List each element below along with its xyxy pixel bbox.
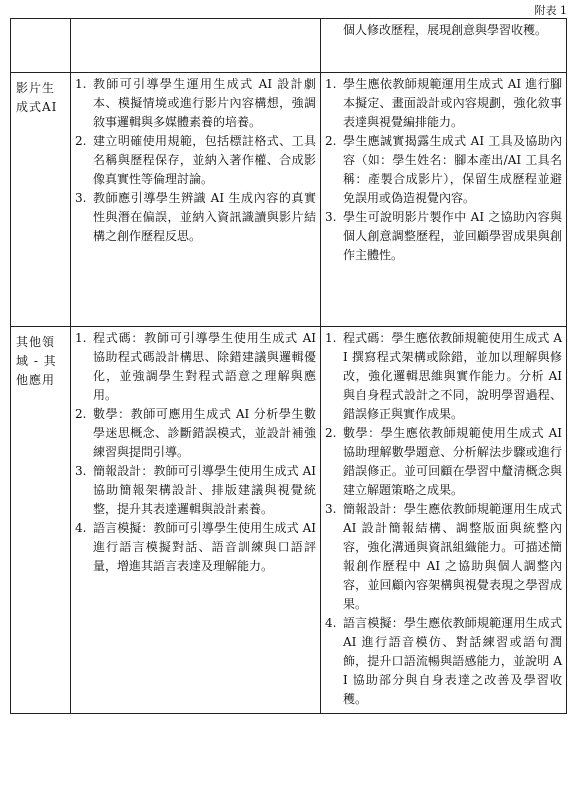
item-text: 數學：教師可應用生成式 AI 分析學生數學迷思概念、診斷錯誤模式，並設計補強練習與提問引導。 bbox=[93, 407, 316, 459]
list-item bbox=[325, 424, 562, 500]
guideline-table bbox=[10, 18, 567, 714]
student-item-list bbox=[321, 73, 566, 269]
item-text: 程式碼：學生應依教師規範使用生成式 AI 撰寫程式架構或除錯，並加以理解與修改，強化邏輯思維與實作能力。分析 AI 與自身程式設計之不同，說明學習過程、錯誤修正與實作成果。 bbox=[343, 331, 562, 421]
item-number: 3. bbox=[325, 210, 337, 224]
list-item bbox=[325, 614, 562, 709]
item-text: 學生應依教師規範運用生成式 AI 進行腳本擬定、畫面設計或內容規劃，強化敘事表達與視覺編排能力。 bbox=[343, 77, 562, 129]
list-item bbox=[75, 329, 316, 405]
table-row bbox=[11, 19, 567, 73]
list-item bbox=[325, 75, 562, 132]
teacher-guideline-cell bbox=[71, 327, 321, 714]
item-text: 語言模擬：教師可引導學生使用生成式 AI 進行語言模擬對話、語音訓練與口語評量，增進其語言表達及理解能力。 bbox=[93, 521, 316, 573]
item-text: 學生可說明影片製作中 AI 之協助內容與個人創意調整歷程，並回顧學習成果與創作主體性。 bbox=[343, 210, 562, 262]
item-text: 語言模擬：學生應依教師規範運用生成式 AI 進行語音模仿、對話練習或語句潤飾，提升口語流暢與語感能力，並說明 AI 協助部分與自身表達之改善及學習收穫。 bbox=[343, 616, 562, 706]
list-item bbox=[75, 132, 316, 189]
item-number: 3. bbox=[75, 191, 87, 205]
item-number: 3. bbox=[325, 502, 337, 516]
item-text: 數學：學生應依教師規範使用生成式 AI 協助理解數學題意、分析解法步驟或進行錯誤修正。並可回顧在學習中釐清概念與建立解題策略之成果。 bbox=[343, 426, 562, 497]
teacher-guideline-cell bbox=[71, 19, 321, 73]
student-guideline-cell bbox=[321, 19, 567, 73]
list-item bbox=[75, 462, 316, 519]
list-item bbox=[75, 519, 316, 576]
list-item bbox=[325, 329, 562, 424]
list-item bbox=[325, 500, 562, 614]
category-cell bbox=[11, 73, 71, 327]
item-text: 教師可引導學生運用生成式 AI 設計劇本、模擬情境或進行影片內容構想，強調敘事邏輯與多媒體素養的培養。 bbox=[93, 77, 316, 129]
teacher-guideline-cell bbox=[71, 73, 321, 327]
item-text: 簡報設計：教師可引導學生使用生成式 AI 協助簡報架構設計、排版建議與視覺統整，提升其表達邏輯與設計素養。 bbox=[93, 464, 316, 516]
category-label: 影片生成式AI bbox=[16, 81, 58, 114]
appendix-label: 附表 1 bbox=[534, 4, 567, 17]
teacher-item-list bbox=[71, 327, 320, 580]
table-row bbox=[11, 327, 567, 714]
teacher-item-list bbox=[71, 73, 320, 250]
item-text: 程式碼：教師可引導學生使用生成式 AI 協助程式碼設計構思、除錯建議與邏輯優化，並強調學生對程式語意之理解與應用。 bbox=[93, 331, 316, 402]
item-number: 2. bbox=[75, 407, 87, 421]
list-item bbox=[75, 405, 316, 462]
student-guideline-cell bbox=[321, 327, 567, 714]
item-number: 3. bbox=[75, 464, 87, 478]
item-number: 4. bbox=[75, 521, 87, 535]
student-item-list bbox=[321, 327, 566, 713]
category-label bbox=[11, 19, 70, 25]
item-number: 1. bbox=[75, 77, 87, 91]
item-number: 2. bbox=[325, 134, 337, 148]
item-text: 學生應誠實揭露生成式 AI 工具及協助內容（如：學生姓名：腳本產出/AI 工具名稱：產製合成影片），保留生成歷程並避免誤用或偽造視覺內容。 bbox=[343, 134, 562, 205]
table-row bbox=[11, 73, 567, 327]
list-item bbox=[75, 189, 316, 246]
item-number: 1. bbox=[75, 331, 87, 345]
continuation-text: 個人修改歷程，展現創意與學習收穫。 bbox=[343, 23, 548, 37]
list-item bbox=[325, 208, 562, 265]
item-text: 教師應引導學生辨識 AI 生成內容的真實性與潛在偏誤，並納入資訊識讀與影片結構之創作歷程反思。 bbox=[93, 191, 316, 243]
category-cell bbox=[11, 327, 71, 714]
student-guideline-cell bbox=[321, 73, 567, 327]
category-cell bbox=[11, 19, 71, 73]
item-number: 2. bbox=[325, 426, 337, 440]
item-number: 2. bbox=[75, 134, 87, 148]
item-number: 1. bbox=[325, 331, 337, 345]
item-text: 建立明確使用規範，包括標註格式、工具名稱與歷程保存，並納入著作權、合成影像真實性等倫理討論。 bbox=[93, 134, 316, 186]
item-number: 1. bbox=[325, 77, 337, 91]
item-number: 4. bbox=[325, 616, 337, 630]
list-item bbox=[325, 132, 562, 208]
list-item bbox=[75, 75, 316, 132]
item-text: 簡報設計：學生應依教師規範運用生成式 AI 設計簡報結構、調整版面與統整內容，強化溝通與資訊組織能力。可描述簡報創作歷程中 AI 之協助與個人調整內容，並回顧內容架構與視覺表現之學習成果。 bbox=[343, 502, 562, 611]
category-label: 其他領域 - 其他應用 bbox=[16, 335, 57, 387]
